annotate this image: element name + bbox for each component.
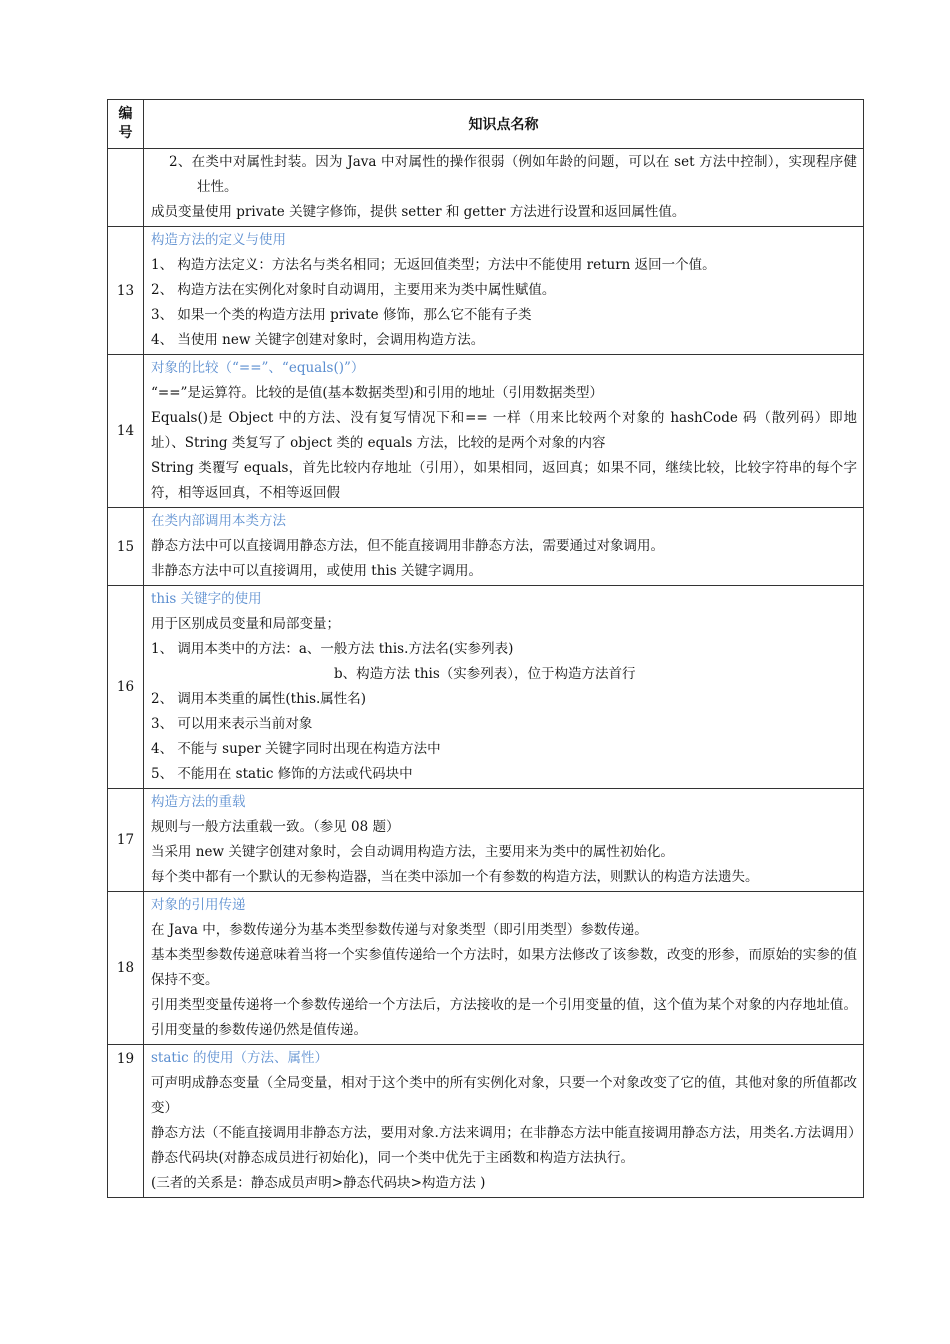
content-line: 成员变量使用 private 关键字修饰，提供 setter 和 getter 方法进行设置和返回属性值。 (151, 204, 686, 220)
row-content (144, 355, 864, 508)
row-content (144, 149, 864, 227)
content-line: 2、 构造方法在实例化对象时自动调用，主要用来为类中属性赋值。 (151, 282, 556, 298)
header-number-bottom: 号 (118, 125, 133, 141)
content-line: 每个类中都有一个默认的无参构造器，当在类中添加一个有参数的构造方法，则默认的构造方法遗失。 (151, 869, 759, 885)
content-line: 静态代码块(对静态成员进行初始化)，同一个类中优先于主函数和构造方法执行。 (151, 1150, 635, 1166)
table-row (108, 227, 864, 355)
row-title: 构造方法的定义与使用 (151, 232, 286, 248)
content-line: 当采用 new 关键字创建对象时，会自动调用构造方法，主要用来为类中的属性初始化。 (151, 844, 674, 860)
row-content (144, 227, 864, 355)
table-row (108, 1045, 864, 1198)
content-line: 1、 构造方法定义：方法名与类名相同；无返回值类型；方法中不能使用 return 返回一个值。 (151, 257, 716, 273)
table-row (108, 892, 864, 1045)
row-title: 构造方法的重载 (151, 794, 246, 810)
header-number-top: 编 (118, 106, 133, 122)
row-title: 对象的引用传递 (151, 897, 246, 913)
row-number: 18 (108, 892, 144, 1045)
table-row (108, 789, 864, 892)
content-line: 规则与一般方法重载一致。（参见 08 题） (151, 819, 400, 835)
row-content (144, 586, 864, 789)
row-number: 16 (108, 586, 144, 789)
content-line: 用于区别成员变量和局部变量； (151, 616, 340, 632)
table-row (108, 586, 864, 789)
table-row (108, 508, 864, 586)
content-line: “==”是运算符。比较的是值(基本数据类型)和引用的地址（引用数据类型） (151, 385, 603, 401)
content-line: 3、 可以用来表示当前对象 (151, 716, 313, 732)
table-header-row (108, 100, 864, 149)
content-line: 1、 调用本类中的方法：a、一般方法 this.方法名(实参列表) (151, 641, 514, 657)
content-line: 静态方法（不能直接调用非静态方法，要用对象.方法来调用；在非静态方法中能直接调用静态方法，用类名.方法调用） (151, 1125, 862, 1141)
content-line: 4、 不能与 super 关键字同时出现在构造方法中 (151, 741, 441, 757)
content-line: 引用类型变量传递将一个参数传递给一个方法后，方法接收的是一个引用变量的值，这个值为某个对象的内存地址值。引用变量的参数传递仍然是值传递。 (151, 997, 857, 1038)
table-row (108, 355, 864, 508)
row-content (144, 508, 864, 586)
content-line: String 类覆写 equals，首先比较内存地址（引用），如果相同，返回真；如果不同，继续比较，比较字符串的每个字符，相等返回真，不相等返回假 (151, 460, 857, 501)
content-line: 基本类型参数传递意味着当将一个实参值传递给一个方法时，如果方法修改了该参数，改变的形参，而原始的实参的值保持不变。 (151, 947, 857, 988)
content-line: 5、 不能用在 static 修饰的方法或代码块中 (151, 766, 413, 782)
content-line: 可声明成静态变量（全局变量，相对于这个类中的所有实例化对象，只要一个对象改变了它的值，其他对象的所值都改变） (151, 1075, 857, 1116)
row-content (144, 892, 864, 1045)
row-number: 19 (108, 1045, 144, 1198)
row-number: 13 (108, 227, 144, 355)
content-line: 静态方法中可以直接调用静态方法，但不能直接调用非静态方法，需要通过对象调用。 (151, 538, 664, 554)
table-row (108, 149, 864, 227)
content-line: Equals()是 Object 中的方法、没有复写情况下和== 一样（用来比较两个对象的 hashCode 码（散列码）即地址）、String 类复写了 object 类的 equals 方法，比较的是两个对象的内容 (151, 410, 857, 451)
row-content (144, 789, 864, 892)
row-number (108, 149, 144, 227)
content-line: 在 Java 中，参数传递分为基本类型参数传递与对象类型（即引用类型）参数传递。 (151, 922, 648, 938)
row-number: 14 (108, 355, 144, 508)
row-number: 15 (108, 508, 144, 586)
content-line: 非静态方法中可以直接调用，或使用 this 关键字调用。 (151, 563, 482, 579)
content-line: 2、在类中对属性封装。因为 Java 中对属性的操作很弱（例如年龄的问题，可以在 set 方法中控制），实现程序健壮性。 (169, 154, 857, 195)
content-line: (三者的关系是：静态成员声明>静态代码块>构造方法 ) (151, 1175, 486, 1191)
knowledge-table (107, 99, 864, 1198)
header-number (108, 100, 144, 149)
content-line: b、构造方法 this（实参列表），位于构造方法首行 (334, 666, 636, 682)
row-title: static 的使用（方法、属性） (151, 1050, 328, 1066)
row-title: this 关键字的使用 (151, 591, 262, 607)
row-title: 在类内部调用本类方法 (151, 513, 286, 529)
content-line: 3、 如果一个类的构造方法用 private 修饰，那么它不能有子类 (151, 307, 532, 323)
header-name: 知识点名称 (144, 100, 864, 149)
row-title: 对象的比较（“==”、“equals()”） (151, 360, 365, 376)
content-line: 2、 调用本类重的属性(this.属性名) (151, 691, 367, 707)
row-content (144, 1045, 864, 1198)
row-number: 17 (108, 789, 144, 892)
content-line: 4、 当使用 new 关键字创建对象时，会调用构造方法。 (151, 332, 485, 348)
